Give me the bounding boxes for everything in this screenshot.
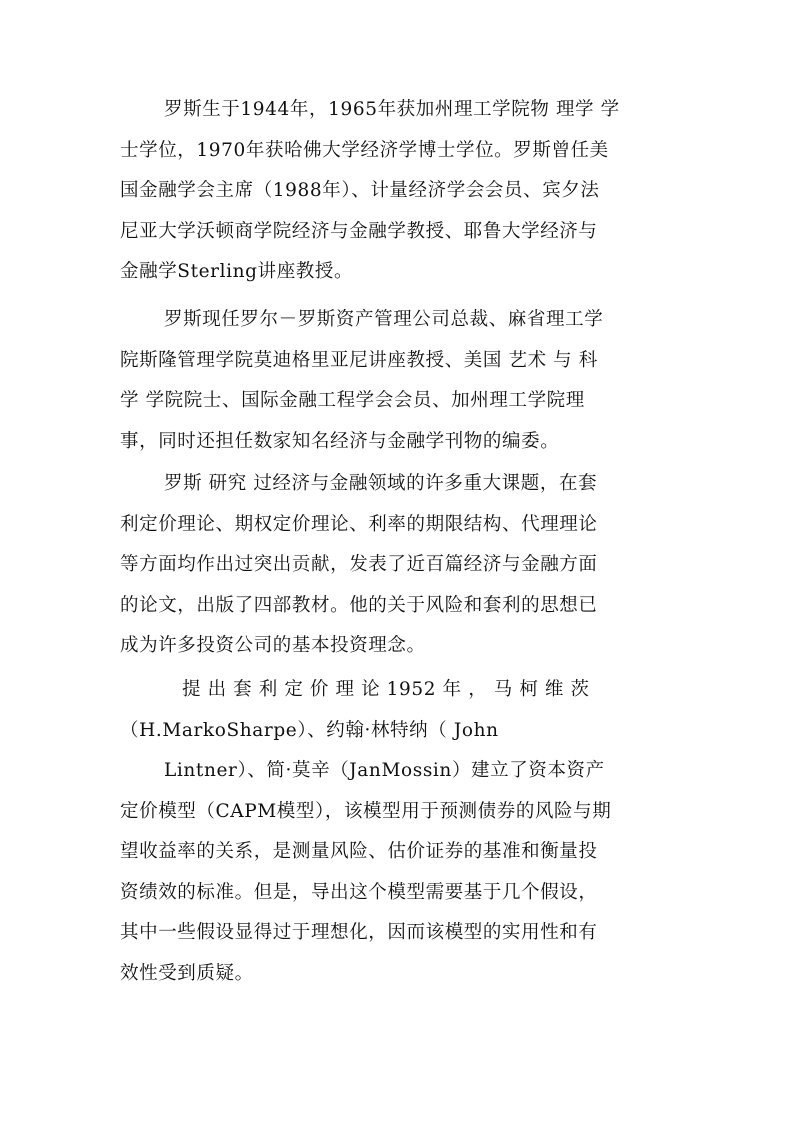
paragraph-line: 提 出 套 利 定 价 理 论 1952 年 ， 马 柯 维 茨 xyxy=(182,679,590,700)
paragraph-line: 成为许多投资公司的基本投资理念。 xyxy=(120,635,426,656)
paragraph-line: 利定价理论、期权定价理论、利率的期限结构、代理理论 xyxy=(120,513,598,535)
paragraph-line: 尼亚大学沃顿商学院经济与金融学教授、耶鲁大学经济与 xyxy=(120,220,598,242)
paragraph-line: 其中一些假设显得过于理想化，因而该模型的实用性和有 xyxy=(120,922,598,943)
paragraph-line: 定价模型（CAPM模型），该模型用于预测债券的风险与期 xyxy=(120,800,612,822)
paragraph-line: 学 学院院士、国际金融工程学会会员、加州理工学院理 xyxy=(120,390,585,411)
paragraph-line: 士学位，1970年获哈佛大学经济学博士学位。罗斯曾任美 xyxy=(120,139,609,161)
paragraph-line: 罗斯生于1944年，1965年获加州理工学院物 理学 学 xyxy=(164,99,620,120)
paragraph-line: 院斯隆管理学院莫迪格里亚尼讲座教授、美国 艺术 与 科 xyxy=(120,349,598,371)
paragraph-line: 的论文，出版了四部教材。他的关于风险和套利的思想已 xyxy=(120,594,598,616)
paragraph-line: Lintner）、简·莫辛（JanMossin）建立了资本资产 xyxy=(164,760,605,781)
paragraph-3 xyxy=(120,464,675,667)
paragraph-line: （H.MarkoSharpe）、约翰·林特纳（ John xyxy=(120,719,499,741)
paragraph-line: 事，同时还担任数家知名经济与金融学刊物的编委。 xyxy=(120,430,560,452)
paragraph-line: 资绩效的标准。但是，导出这个模型需要基于几个假设， xyxy=(120,881,598,903)
paragraph-line: 罗斯现任罗尔－罗斯资产管理公司总裁、麻省理工学 xyxy=(164,309,604,330)
paragraph-line: 效性受到质疑。 xyxy=(120,962,254,984)
paragraph-4 xyxy=(120,670,675,994)
paragraph-line: 国金融学会主席（1988年）、计量经济学会会员、宾夕法 xyxy=(120,180,600,201)
paragraph-line: 罗斯 研究 过经济与金融领域的许多重大课题，在套 xyxy=(164,473,598,494)
paragraph-2 xyxy=(120,300,675,462)
paragraph-1 xyxy=(120,90,675,293)
paragraph-line: 金融学Sterling讲座教授。 xyxy=(120,261,354,282)
paragraph-line: 等方面均作出过突出贡献，发表了近百篇经济与金融方面 xyxy=(120,554,598,575)
paragraph-line: 望收益率的关系，是测量风险、估价证券的基准和衡量投 xyxy=(120,841,598,862)
